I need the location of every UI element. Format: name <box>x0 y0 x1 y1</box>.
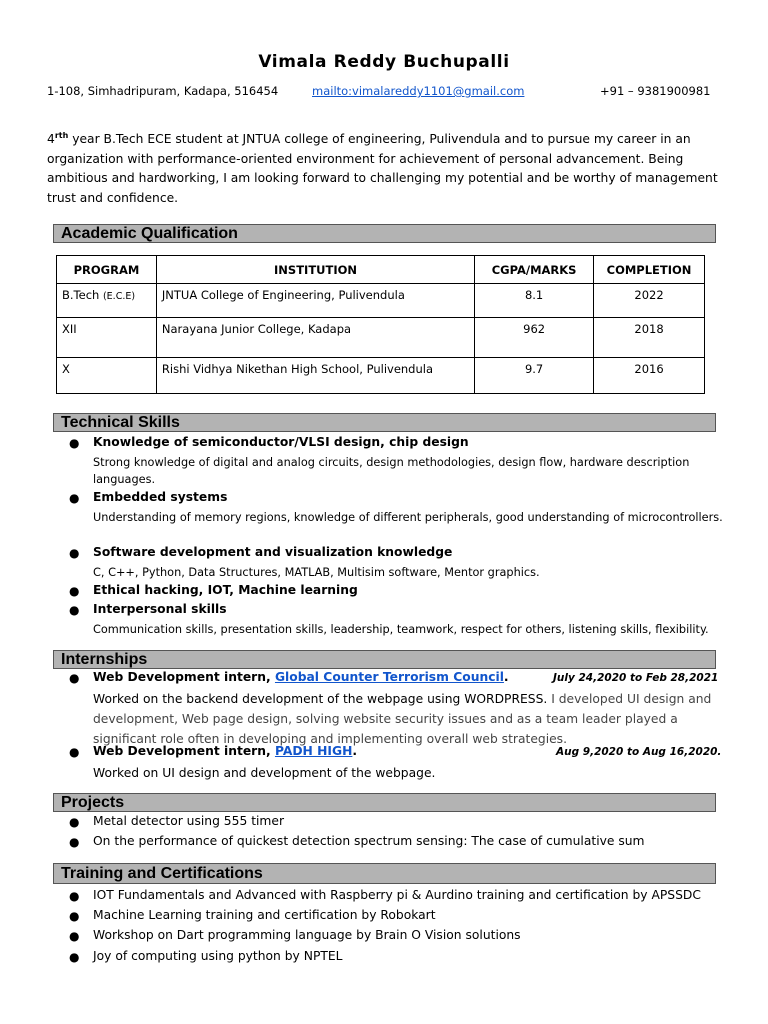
table-cell: Narayana Junior College, Kadapa <box>156 318 474 358</box>
skill-title: Embedded systems <box>93 490 228 504</box>
section-projects: Projects <box>53 793 716 812</box>
table-cell: 2018 <box>594 318 705 358</box>
internship-role: Web Development intern, <box>93 670 275 684</box>
summary-text: year B.Tech ECE student at JNTUA college of engineering, Pulivendula and to pursue my career in an organization with performance-oriented environment for achievement of personal advancement. Being ambitious and hardworking, I am looking forward to challenging my potential and be worthy of management trust and confidence. <box>47 132 718 205</box>
internship-org-link[interactable]: Global Counter Terrorism Council <box>274 670 504 684</box>
program-name: B.Tech <box>62 288 100 302</box>
table-cell <box>57 284 157 318</box>
bullet-icon: ● <box>69 815 80 829</box>
project-item: Metal detector using 555 timer <box>93 814 285 828</box>
academic-table <box>56 255 705 394</box>
internship-title <box>93 670 509 684</box>
internship-dates: Aug 9,2020 to Aug 16,2020. <box>556 746 722 758</box>
program-note: (E.C.E) <box>102 291 136 302</box>
internship-desc-b: I developed UI design and development, Web page design, solving website security issues and as a team leader played a significant role often in developing and implementing overall web strategies. <box>93 692 712 746</box>
contact-email-link[interactable]: mailto:vimalareddy1101@gmail.com <box>312 84 525 98</box>
bullet-icon: ● <box>69 603 80 617</box>
table-cell: X <box>57 358 157 394</box>
period: . <box>352 744 358 758</box>
internship-dates: July 24,2020 to Feb 28,2021 <box>553 672 719 684</box>
bullet-icon: ● <box>69 889 80 903</box>
bullet-icon: ● <box>69 745 80 759</box>
table-row <box>57 284 705 318</box>
bullet-icon: ● <box>69 909 80 923</box>
contact-phone: +91 – 9381900981 <box>600 84 711 98</box>
skill-desc: Strong knowledge of digital and analog circuits, design methodologies, design flow, hardware description languages. <box>93 456 690 486</box>
table-header: PROGRAM <box>57 256 157 284</box>
contact-address: 1-108, Simhadripuram, Kadapa, 516454 <box>47 84 279 98</box>
bullet-icon: ● <box>69 546 80 560</box>
period: . <box>503 670 509 684</box>
internship-desc-a: Worked on the backend development of the webpage using WORDPRESS. <box>93 692 552 706</box>
summary-ordinal-sup: rth <box>54 130 69 140</box>
internship-org-link[interactable]: PADH HIGH <box>274 744 353 758</box>
table-row <box>57 318 705 358</box>
internship-desc: Worked on UI design and development of the webpage. <box>93 766 436 780</box>
section-technical: Technical Skills <box>53 413 716 432</box>
bullet-icon: ● <box>69 671 80 685</box>
section-training: Training and Certifications <box>53 863 716 884</box>
summary-ordinal: 4 <box>47 132 55 146</box>
section-internships: Internships <box>53 650 716 669</box>
bullet-icon: ● <box>69 491 80 505</box>
table-cell: 2016 <box>594 358 705 394</box>
table-header: INSTITUTION <box>156 256 474 284</box>
summary-paragraph <box>47 130 722 208</box>
table-header: CGPA/MARKS <box>475 256 594 284</box>
training-item: Workshop on Dart programming language by Brain O Vision solutions <box>93 928 521 942</box>
resume-name: Vimala Reddy Buchupalli <box>258 52 510 72</box>
bullet-icon: ● <box>69 929 80 943</box>
skill-title: Software development and visualization knowledge <box>93 545 453 559</box>
bullet-icon: ● <box>69 950 80 964</box>
skill-title: Knowledge of semiconductor/VLSI design, chip design <box>93 435 469 449</box>
internship-desc <box>93 689 713 749</box>
bullet-icon: ● <box>69 835 80 849</box>
table-cell: 8.1 <box>475 284 594 318</box>
training-item: IOT Fundamentals and Advanced with Raspberry pi & Aurdino training and certification by APSSDC <box>93 888 701 902</box>
training-item: Machine Learning training and certification by Robokart <box>93 908 436 922</box>
skill-desc: Understanding of memory regions, knowledge of different peripherals, good understanding of microcontrollers. <box>93 511 723 524</box>
table-cell: 9.7 <box>475 358 594 394</box>
table-cell: 2022 <box>594 284 705 318</box>
table-cell: Rishi Vidhya Nikethan High School, Pulivendula <box>156 358 474 394</box>
internship-role: Web Development intern, <box>93 744 275 758</box>
skill-title: Interpersonal skills <box>93 602 227 616</box>
internship-title <box>93 744 357 758</box>
table-header: COMPLETION <box>594 256 705 284</box>
skill-title: Ethical hacking, IOT, Machine learning <box>93 583 358 597</box>
skill-desc: Communication skills, presentation skills, leadership, teamwork, respect for others, listening skills, flexibility. <box>93 623 709 636</box>
bullet-icon: ● <box>69 584 80 598</box>
section-academic: Academic Qualification <box>53 224 716 243</box>
table-row <box>57 358 705 394</box>
table-cell: JNTUA College of Engineering, Pulivendula <box>156 284 474 318</box>
table-cell: XII <box>57 318 157 358</box>
table-cell: 962 <box>475 318 594 358</box>
bullet-icon: ● <box>69 436 80 450</box>
training-item: Joy of computing using python by NPTEL <box>93 949 343 963</box>
project-item: On the performance of quickest detection spectrum sensing: The case of cumulative sum <box>93 834 645 848</box>
skill-desc: C, C++, Python, Data Structures, MATLAB, Multisim software, Mentor graphics. <box>93 566 540 579</box>
table-header-row <box>57 256 705 284</box>
